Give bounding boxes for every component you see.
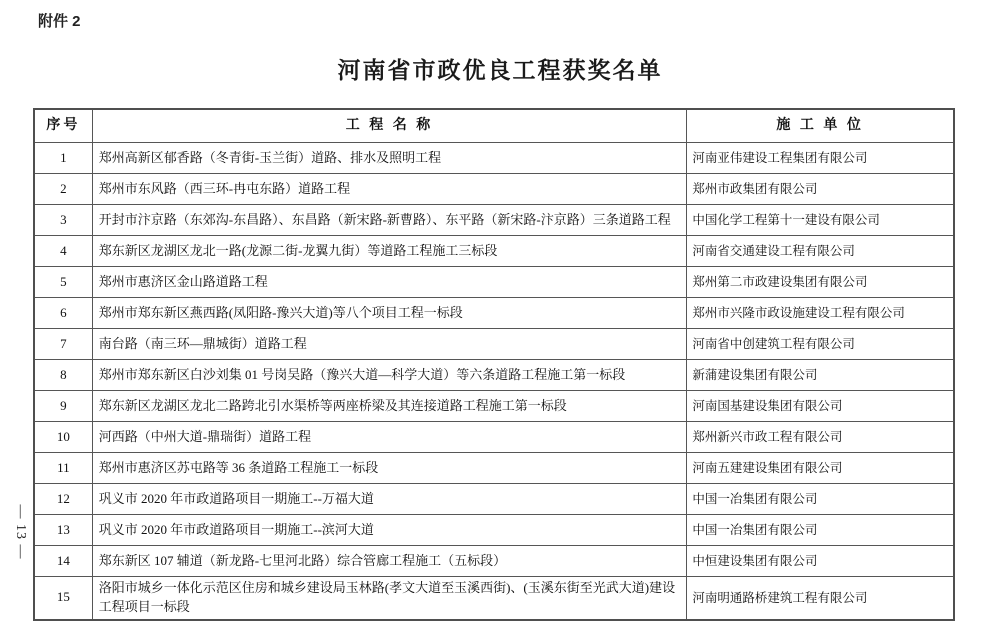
table-header-row [34, 109, 954, 143]
table-row [34, 391, 954, 422]
table-row [34, 546, 954, 577]
award-table [33, 108, 955, 621]
table-body [34, 143, 954, 620]
attachment-label: 附件 2 [38, 13, 81, 30]
cell-serial-number: 8 [34, 360, 92, 391]
cell-serial-number: 7 [34, 329, 92, 360]
cell-project-name: 郑州市东风路（西三环-冉屯东路）道路工程 [92, 174, 687, 205]
table-row [34, 298, 954, 329]
cell-project-name: 巩义市 2020 年市政道路项目一期施工--万福大道 [92, 484, 687, 515]
cell-project-name: 巩义市 2020 年市政道路项目一期施工--滨河大道 [92, 515, 687, 546]
cell-serial-number: 3 [34, 205, 92, 236]
cell-construction-unit: 河南国基建设集团有限公司 [687, 391, 954, 422]
cell-construction-unit: 中国一冶集团有限公司 [687, 515, 954, 546]
table-row [34, 236, 954, 267]
table-row [34, 515, 954, 546]
cell-construction-unit: 郑州第二市政建设集团有限公司 [687, 267, 954, 298]
table-row [34, 577, 954, 620]
cell-project-name: 郑东新区龙湖区龙北二路跨北引水渠桥等两座桥梁及其连接道路工程施工第一标段 [92, 391, 687, 422]
cell-construction-unit: 中国一冶集团有限公司 [687, 484, 954, 515]
cell-construction-unit: 河南省交通建设工程有限公司 [687, 236, 954, 267]
cell-serial-number: 14 [34, 546, 92, 577]
cell-construction-unit: 河南亚伟建设工程集团有限公司 [687, 143, 954, 174]
header-serial-number: 序号 [34, 109, 92, 143]
cell-construction-unit: 郑州新兴市政工程有限公司 [687, 422, 954, 453]
page-number: — 13 — [13, 504, 28, 560]
cell-project-name: 洛阳市城乡一体化示范区住房和城乡建设局玉林路(孝文大道至玉溪西街)、(玉溪东街至光武大道)建设工程项目一标段 [92, 577, 687, 620]
cell-construction-unit: 郑州市兴隆市政设施建设工程有限公司 [687, 298, 954, 329]
cell-construction-unit: 河南明通路桥建筑工程有限公司 [687, 577, 954, 620]
cell-construction-unit: 中国化学工程第十一建设有限公司 [687, 205, 954, 236]
cell-project-name: 郑州市郑东新区白沙刘集 01 号岗吴路（豫兴大道—科学大道）等六条道路工程施工第一标段 [92, 360, 687, 391]
table-row [34, 267, 954, 298]
cell-serial-number: 5 [34, 267, 92, 298]
cell-project-name: 河西路（中州大道-鼎瑞街）道路工程 [92, 422, 687, 453]
table-row [34, 174, 954, 205]
cell-serial-number: 9 [34, 391, 92, 422]
page-title: 河南省市政优良工程获奖名单 [337, 57, 663, 83]
cell-serial-number: 15 [34, 577, 92, 620]
header-construction-unit: 施 工 单 位 [687, 109, 954, 143]
cell-project-name: 郑东新区 107 辅道（新龙路-七里河北路）综合管廊工程施工（五标段） [92, 546, 687, 577]
cell-construction-unit: 中恒建设集团有限公司 [687, 546, 954, 577]
cell-serial-number: 1 [34, 143, 92, 174]
header-project-name: 工 程 名 称 [92, 109, 687, 143]
table-row [34, 205, 954, 236]
cell-construction-unit: 河南五建建设集团有限公司 [687, 453, 954, 484]
table-row [34, 453, 954, 484]
table-row [34, 360, 954, 391]
cell-serial-number: 4 [34, 236, 92, 267]
table-row [34, 329, 954, 360]
table-row [34, 484, 954, 515]
cell-serial-number: 11 [34, 453, 92, 484]
cell-project-name: 开封市汴京路（东郊沟-东昌路）、东昌路（新宋路-新曹路）、东平路（新宋路-汴京路）三条道路工程 [92, 205, 687, 236]
cell-project-name: 郑州市郑东新区燕西路(凤阳路-豫兴大道)等八个项目工程一标段 [92, 298, 687, 329]
cell-serial-number: 12 [34, 484, 92, 515]
cell-construction-unit: 新蒲建设集团有限公司 [687, 360, 954, 391]
cell-serial-number: 10 [34, 422, 92, 453]
cell-serial-number: 13 [34, 515, 92, 546]
cell-serial-number: 2 [34, 174, 92, 205]
table-row [34, 143, 954, 174]
cell-project-name: 郑东新区龙湖区龙北一路(龙源二街-龙翼九街）等道路工程施工三标段 [92, 236, 687, 267]
cell-project-name: 郑州市惠济区苏屯路等 36 条道路工程施工一标段 [92, 453, 687, 484]
cell-construction-unit: 郑州市政集团有限公司 [687, 174, 954, 205]
cell-serial-number: 6 [34, 298, 92, 329]
cell-project-name: 郑州市惠济区金山路道路工程 [92, 267, 687, 298]
table-row [34, 422, 954, 453]
cell-project-name: 郑州高新区郁香路（冬青街-玉兰街）道路、排水及照明工程 [92, 143, 687, 174]
cell-construction-unit: 河南省中创建筑工程有限公司 [687, 329, 954, 360]
cell-project-name: 南台路（南三环—鼎城街）道路工程 [92, 329, 687, 360]
